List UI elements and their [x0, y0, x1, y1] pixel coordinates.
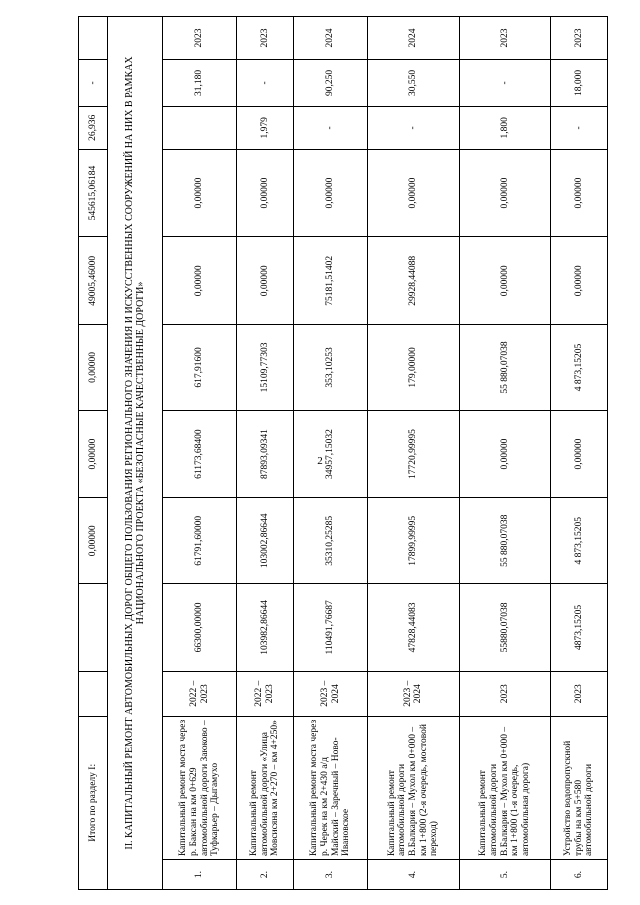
- row-number: 6.: [551, 860, 608, 890]
- table-row: [294, 17, 368, 890]
- value-cell: -: [551, 106, 608, 149]
- table-row: [459, 17, 550, 890]
- value-cell: 103982,86644: [237, 584, 294, 672]
- value-cell: 0,00000: [163, 149, 237, 237]
- table-row: [368, 17, 459, 890]
- total-cell: 0,00000: [79, 325, 108, 411]
- total-cell: 0,00000: [79, 410, 108, 498]
- total-cell: [79, 584, 108, 672]
- period: 2023: [459, 671, 550, 716]
- period: 2023: [551, 671, 608, 716]
- value-cell: 0,00000: [459, 410, 550, 498]
- value-cell: 1,979: [237, 106, 294, 149]
- value-cell: 110491,76687: [294, 584, 368, 672]
- value-cell: 617,91600: [163, 325, 237, 411]
- object-name: Капитальный ремонт моста через р. Черек на км 2+430 а/д Майский – Заречный – Ново-Ивановское: [294, 716, 368, 859]
- value-cell: 0,00000: [163, 237, 237, 325]
- total-cell: [79, 17, 108, 60]
- page-number: 2: [317, 455, 323, 467]
- value-cell: 0,00000: [551, 410, 608, 498]
- total-cell: 0,00000: [79, 498, 108, 584]
- value-cell: 17899,99995: [368, 498, 459, 584]
- row-number: 3.: [294, 860, 368, 890]
- section-heading-row: [108, 17, 163, 890]
- total-cell: 49005,46000: [79, 237, 108, 325]
- object-name: Капитальный ремонт моста через р. Баксан на км 0+629 автомобильной дороги Заюково – Туфкарьер – Дыгамухо: [163, 716, 237, 859]
- value-cell: -: [294, 106, 368, 149]
- value-cell: 2024: [294, 17, 368, 60]
- value-cell: 0,00000: [368, 149, 459, 237]
- value-cell: 2023: [459, 17, 550, 60]
- section-title: II. КАПИТАЛЬНЫЙ РЕМОНТ АВТОМОБИЛЬНЫХ ДОРОГ ОБЩЕГО ПОЛЬЗОВАНИЯ РЕГИОНАЛЬНОГО ЗНАЧЕНИЯ И ИСКУССТВЕННЫХ СООРУЖЕНИЙ НА НИХ В РАМКАХ НАЦИОНАЛЬНОГО ПРОЕКТА «БЕЗОПАСНЫЕ КАЧЕСТВЕННЫЕ ДОРОГИ»: [108, 17, 163, 890]
- value-cell: 34957,15032: [294, 410, 368, 498]
- value-cell: 90,250: [294, 59, 368, 106]
- period: 2022 – 2023: [163, 671, 237, 716]
- value-cell: 29928,44088: [368, 237, 459, 325]
- table-row: [163, 17, 237, 890]
- value-cell: 4 873,15205: [551, 325, 608, 411]
- value-cell: 0,00000: [551, 149, 608, 237]
- row-number: 2.: [237, 860, 294, 890]
- total-label: Итого по разделу I:: [79, 716, 108, 889]
- value-cell: [163, 106, 237, 149]
- value-cell: 1,800: [459, 106, 550, 149]
- object-name: Капитальный ремонт автомобильной дороги «Улица Мовсисяна км 2+270 – км 4+250»: [237, 716, 294, 859]
- row-number: 5.: [459, 860, 550, 890]
- object-name: Капитальный ремонт автомобильной дороги В.Балкария – Мухол км 0+000 – км 1+800 (1-я очередь, автомобильная дорога): [459, 716, 550, 859]
- value-cell: 0,00000: [294, 149, 368, 237]
- value-cell: 55 880,07038: [459, 498, 550, 584]
- value-cell: 0,00000: [551, 237, 608, 325]
- total-cell: 26,936: [79, 106, 108, 149]
- row-number: 1.: [163, 860, 237, 890]
- object-name: Устройство водопропускной трубы на км 5+580 автомобильной дороги: [551, 716, 608, 859]
- table-row: [237, 17, 294, 890]
- value-cell: 4873,15205: [551, 584, 608, 672]
- section-total-row: [79, 17, 108, 890]
- value-cell: 179,00000: [368, 325, 459, 411]
- value-cell: 2024: [368, 17, 459, 60]
- period: 2022 – 2023: [237, 671, 294, 716]
- value-cell: -: [459, 59, 550, 106]
- value-cell: 0,00000: [459, 237, 550, 325]
- value-cell: 75181,51402: [294, 237, 368, 325]
- value-cell: -: [368, 106, 459, 149]
- value-cell: -: [237, 59, 294, 106]
- value-cell: 15109,77303: [237, 325, 294, 411]
- total-cell: [79, 671, 108, 716]
- period: 2023 – 2024: [368, 671, 459, 716]
- value-cell: 353,10253: [294, 325, 368, 411]
- value-cell: 2023: [237, 17, 294, 60]
- table-row: [551, 17, 608, 890]
- value-cell: 66300,00000: [163, 584, 237, 672]
- value-cell: 0,00000: [237, 237, 294, 325]
- budget-table: [78, 16, 608, 890]
- total-cell: -: [79, 59, 108, 106]
- value-cell: 18,000: [551, 59, 608, 106]
- period: 2023 – 2024: [294, 671, 368, 716]
- value-cell: 87893,09341: [237, 410, 294, 498]
- value-cell: 103002,86644: [237, 498, 294, 584]
- value-cell: 30,550: [368, 59, 459, 106]
- value-cell: 0,00000: [459, 149, 550, 237]
- value-cell: 35310,25285: [294, 498, 368, 584]
- row-number: 4.: [368, 860, 459, 890]
- value-cell: 61173,68400: [163, 410, 237, 498]
- value-cell: 55 880,07038: [459, 325, 550, 411]
- value-cell: 4 873,15205: [551, 498, 608, 584]
- value-cell: 2023: [551, 17, 608, 60]
- value-cell: 17720,99995: [368, 410, 459, 498]
- value-cell: 0,00000: [237, 149, 294, 237]
- budget-table-container: [78, 16, 608, 890]
- value-cell: 61791,60000: [163, 498, 237, 584]
- value-cell: 2023: [163, 17, 237, 60]
- value-cell: 31,180: [163, 59, 237, 106]
- value-cell: 47828,44083: [368, 584, 459, 672]
- value-cell: 55880,07038: [459, 584, 550, 672]
- object-name: Капитальный ремонт автомобильной дороги В.Балкария – Мухол км 0+000 – км 1+800 (2-я очередь, мостовой переход): [368, 716, 459, 859]
- total-cell: 545615,06184: [79, 149, 108, 237]
